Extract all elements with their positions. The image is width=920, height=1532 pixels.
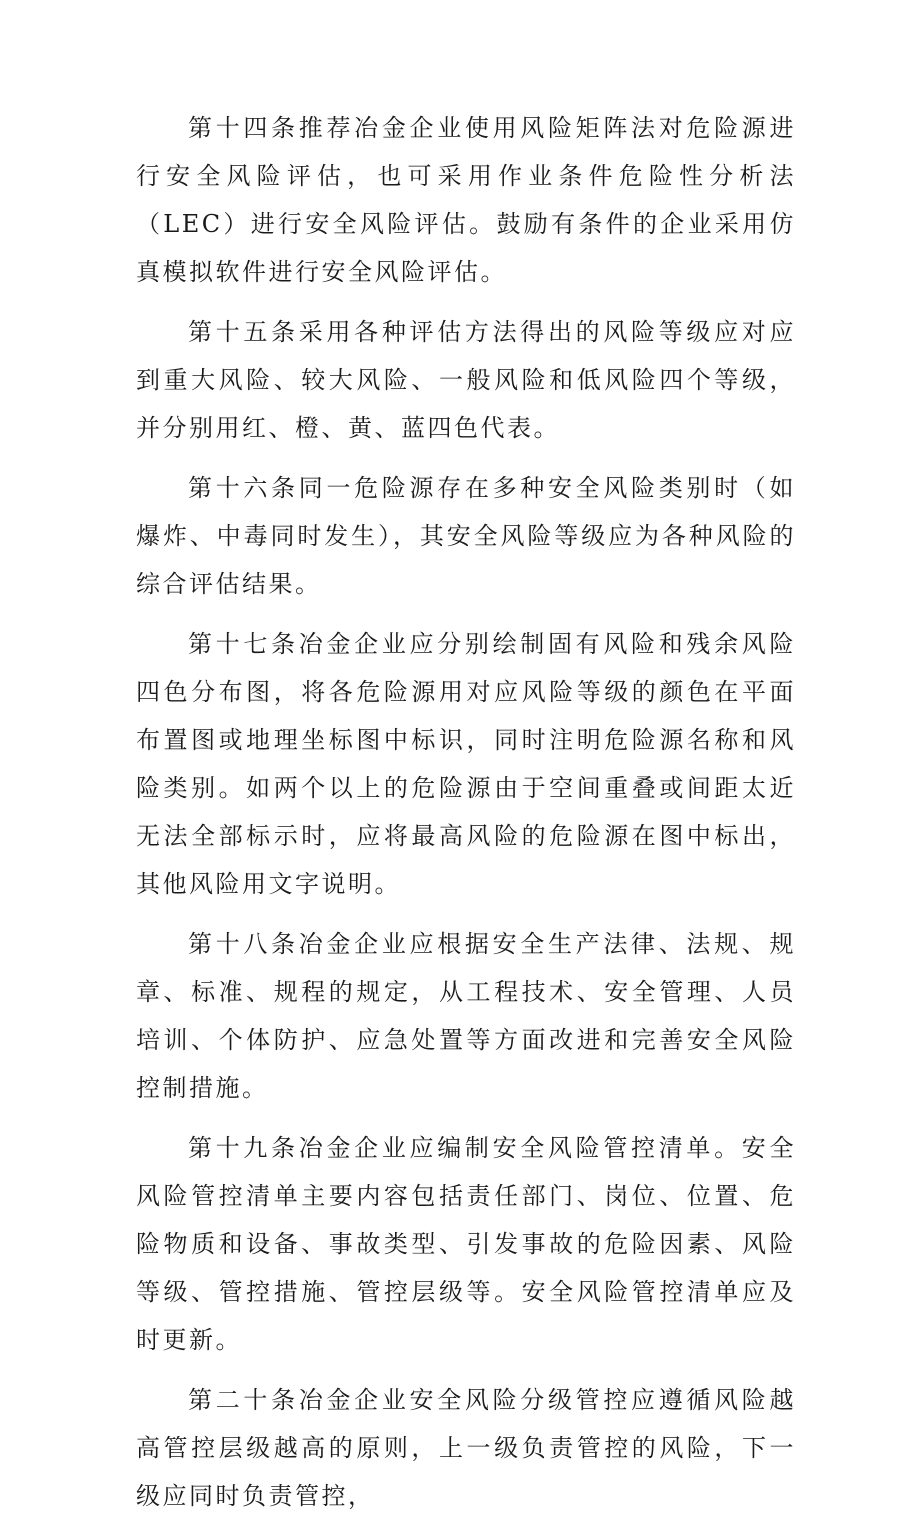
article-16-paragraph: 第十六条同一危险源存在多种安全风险类别时（如爆炸、中毒同时发生），其安全风险等级应为各种风险的综合评估结果。: [136, 474, 796, 598]
article-20-paragraph: 第二十条冶金企业安全风险分级管控应遵循风险越高管控层级越高的原则，上一级负责管控的风险，下一级应同时负责管控，: [136, 1386, 796, 1510]
article-14-paragraph: 第十四条推荐冶金企业使用风险矩阵法对危险源进行安全风险评估，也可采用作业条件危险性分析法（LEC）进行安全风险评估。鼓励有条件的企业采用仿真模拟软件进行安全风险评估。: [136, 114, 796, 286]
article-17-paragraph: 第十七条冶金企业应分别绘制固有风险和残余风险四色分布图，将各危险源用对应风险等级的颜色在平面布置图或地理坐标图中标识，同时注明危险源名称和风险类别。如两个以上的危险源由于空间重叠或间距太近无法全部标示时，应将最高风险的危险源在图中标出，其他风险用文字说明。: [136, 630, 796, 898]
article-15-paragraph: 第十五条采用各种评估方法得出的风险等级应对应到重大风险、较大风险、一般风险和低风险四个等级，并分别用红、橙、黄、蓝四色代表。: [136, 318, 796, 442]
article-18-paragraph: 第十八条冶金企业应根据安全生产法律、法规、规章、标准、规程的规定，从工程技术、安全管理、人员培训、个体防护、应急处置等方面改进和完善安全风险控制措施。: [136, 930, 796, 1102]
article-19-paragraph: 第十九条冶金企业应编制安全风险管控清单。安全风险管控清单主要内容包括责任部门、岗位、位置、危险物质和设备、事故类型、引发事故的危险因素、风险等级、管控措施、管控层级等。安全风险管控清单应及时更新。: [136, 1134, 796, 1354]
document-body: [136, 104, 796, 1532]
